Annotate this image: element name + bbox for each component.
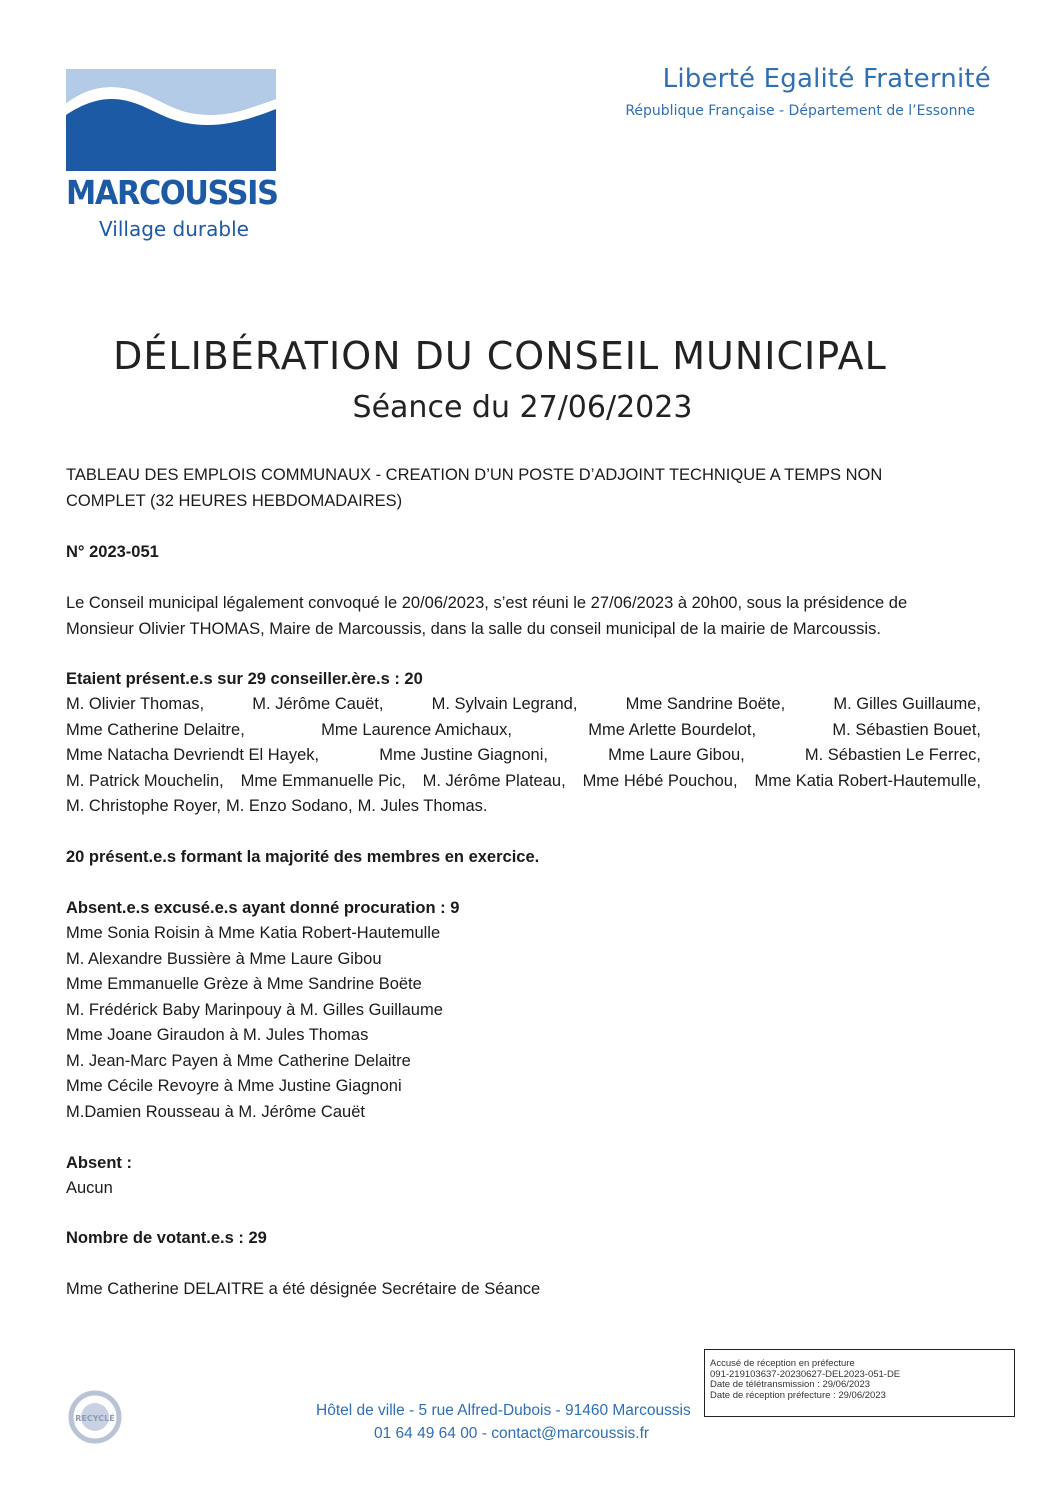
secretary-statement: Mme Catherine DELAITRE a été désignée Secrétaire de Séance bbox=[66, 1280, 541, 1298]
footer-address: Hôtel de ville - 5 rue Alfred-Dubois - 91460 Marcoussis bbox=[316, 1402, 691, 1419]
majority-statement: 20 présent.e.s formant la majorité des membres en exercice. bbox=[66, 848, 540, 866]
stamp-line: Accusé de réception en préfecture bbox=[710, 1358, 855, 1369]
proxy-item: M. Alexandre Bussière à Mme Laure Gibou bbox=[66, 949, 382, 968]
stamp-line: 091-219103637-20230627-DEL2023-051-DE bbox=[710, 1368, 901, 1380]
present-member: M. Enzo Sodano, bbox=[225, 797, 353, 815]
present-member: Mme Katia Robert-Hautemulle, bbox=[754, 771, 981, 790]
marcoussis-logo bbox=[66, 69, 276, 244]
absent-heading: Absent : bbox=[66, 1154, 132, 1172]
present-member: M. Sébastien Le Ferrec, bbox=[804, 746, 981, 764]
present-member: Mme Arlette Bourdelot, bbox=[588, 720, 757, 739]
proxy-item: Mme Emmanuelle Grèze à Mme Sandrine Boëte bbox=[66, 975, 422, 993]
stamp-line: Date de réception préfecture : 29/06/2023 bbox=[710, 1389, 886, 1401]
intro-line: Le Conseil municipal légalement convoqué le 20/06/2023, s’est réuni le 27/06/2023 à 20h00, sous la présidence de bbox=[66, 594, 908, 612]
present-member: M. Sylvain Legrand, bbox=[431, 695, 578, 713]
present-member: M. Gilles Guillaume, bbox=[833, 695, 981, 713]
present-members-line bbox=[66, 794, 981, 820]
present-member: Mme Hébé Pouchou, bbox=[582, 771, 738, 790]
deliberation-subject bbox=[66, 463, 986, 514]
present-member: M. Sébastien Bouet, bbox=[832, 720, 981, 739]
present-members-line bbox=[66, 769, 981, 795]
prefecture-receipt-stamp bbox=[704, 1349, 1015, 1417]
present-member: M. Jérôme Plateau, bbox=[422, 771, 566, 790]
proxy-item: M.Damien Rousseau à M. Jérôme Cauët bbox=[66, 1102, 365, 1121]
logo-name: MARCOUSSIS bbox=[66, 173, 278, 212]
present-member: M. Patrick Mouchelin, bbox=[66, 771, 224, 790]
document-title: DÉLIBÉRATION DU CONSEIL MUNICIPAL bbox=[113, 334, 887, 378]
proxies-list bbox=[66, 921, 443, 1125]
present-members-line bbox=[66, 743, 981, 769]
present-member: M. Olivier Thomas, bbox=[66, 695, 205, 713]
proxy-item: Mme Joane Giraudon à M. Jules Thomas bbox=[66, 1026, 369, 1044]
present-member: Mme Justine Giagnoni, bbox=[379, 746, 548, 764]
present-members-line bbox=[66, 692, 981, 718]
present-members-line bbox=[66, 718, 981, 744]
present-members-list bbox=[66, 692, 981, 820]
present-member: Mme Catherine Delaitre, bbox=[66, 720, 245, 739]
proxy-item: Mme Sonia Roisin à Mme Katia Robert-Hautemulle bbox=[66, 924, 441, 942]
proxies-heading: Absent.e.s excusé.e.s ayant donné procuration : 9 bbox=[66, 899, 460, 917]
republic-line: République Française - Département de l’Essonne bbox=[625, 103, 975, 119]
logo-wave-icon bbox=[66, 69, 276, 171]
proxy-item: M. Jean-Marc Payen à Mme Catherine Delaitre bbox=[66, 1051, 411, 1070]
recycled-paper-icon bbox=[68, 1390, 122, 1444]
intro-line: Monsieur Olivier THOMAS, Maire de Marcoussis, dans la salle du conseil municipal de la mairie de Marcoussis. bbox=[66, 619, 881, 638]
deliberation-number: N° 2023-051 bbox=[66, 543, 159, 561]
present-member: Mme Sandrine Boëte, bbox=[625, 695, 786, 713]
session-date: Séance du 27/06/2023 bbox=[352, 390, 693, 425]
recycle-label: RECYCLÉ bbox=[75, 1414, 115, 1423]
subject-line: COMPLET (32 HEURES HEBDOMADAIRES) bbox=[66, 491, 403, 510]
present-member: Mme Laurence Amichaux, bbox=[321, 720, 512, 739]
voters-count: Nombre de votant.e.s : 29 bbox=[66, 1229, 267, 1247]
present-member: Mme Laure Gibou, bbox=[608, 746, 745, 764]
absent-value: Aucun bbox=[66, 1179, 113, 1197]
proxy-item: M. Frédérick Baby Marinpouy à M. Gilles Guillaume bbox=[66, 1000, 443, 1019]
present-member: Mme Emmanuelle Pic, bbox=[240, 771, 406, 790]
subject-line: TABLEAU DES EMPLOIS COMMUNAUX - CREATION D’UN POSTE D’ADJOINT TECHNIQUE A TEMPS NON bbox=[66, 466, 883, 484]
national-motto: Liberté Egalité Fraternité bbox=[662, 64, 991, 94]
present-member: Mme Natacha Devriendt El Hayek, bbox=[66, 746, 320, 764]
present-member: M. Jérôme Cauët, bbox=[252, 695, 384, 713]
present-heading: Etaient présent.e.s sur 29 conseiller.ère.s : 20 bbox=[66, 670, 423, 688]
footer-contact: 01 64 49 64 00 - contact@marcoussis.fr bbox=[374, 1425, 650, 1442]
present-member: M. Jules Thomas. bbox=[357, 797, 488, 815]
stamp-line: Date de télétransmission : 29/06/2023 bbox=[710, 1379, 871, 1390]
logo-tagline: Village durable bbox=[99, 217, 249, 241]
proxy-item: Mme Cécile Revoyre à Mme Justine Giagnoni bbox=[66, 1077, 402, 1095]
intro-paragraph bbox=[66, 591, 907, 642]
present-member: M. Christophe Royer, bbox=[66, 797, 221, 815]
